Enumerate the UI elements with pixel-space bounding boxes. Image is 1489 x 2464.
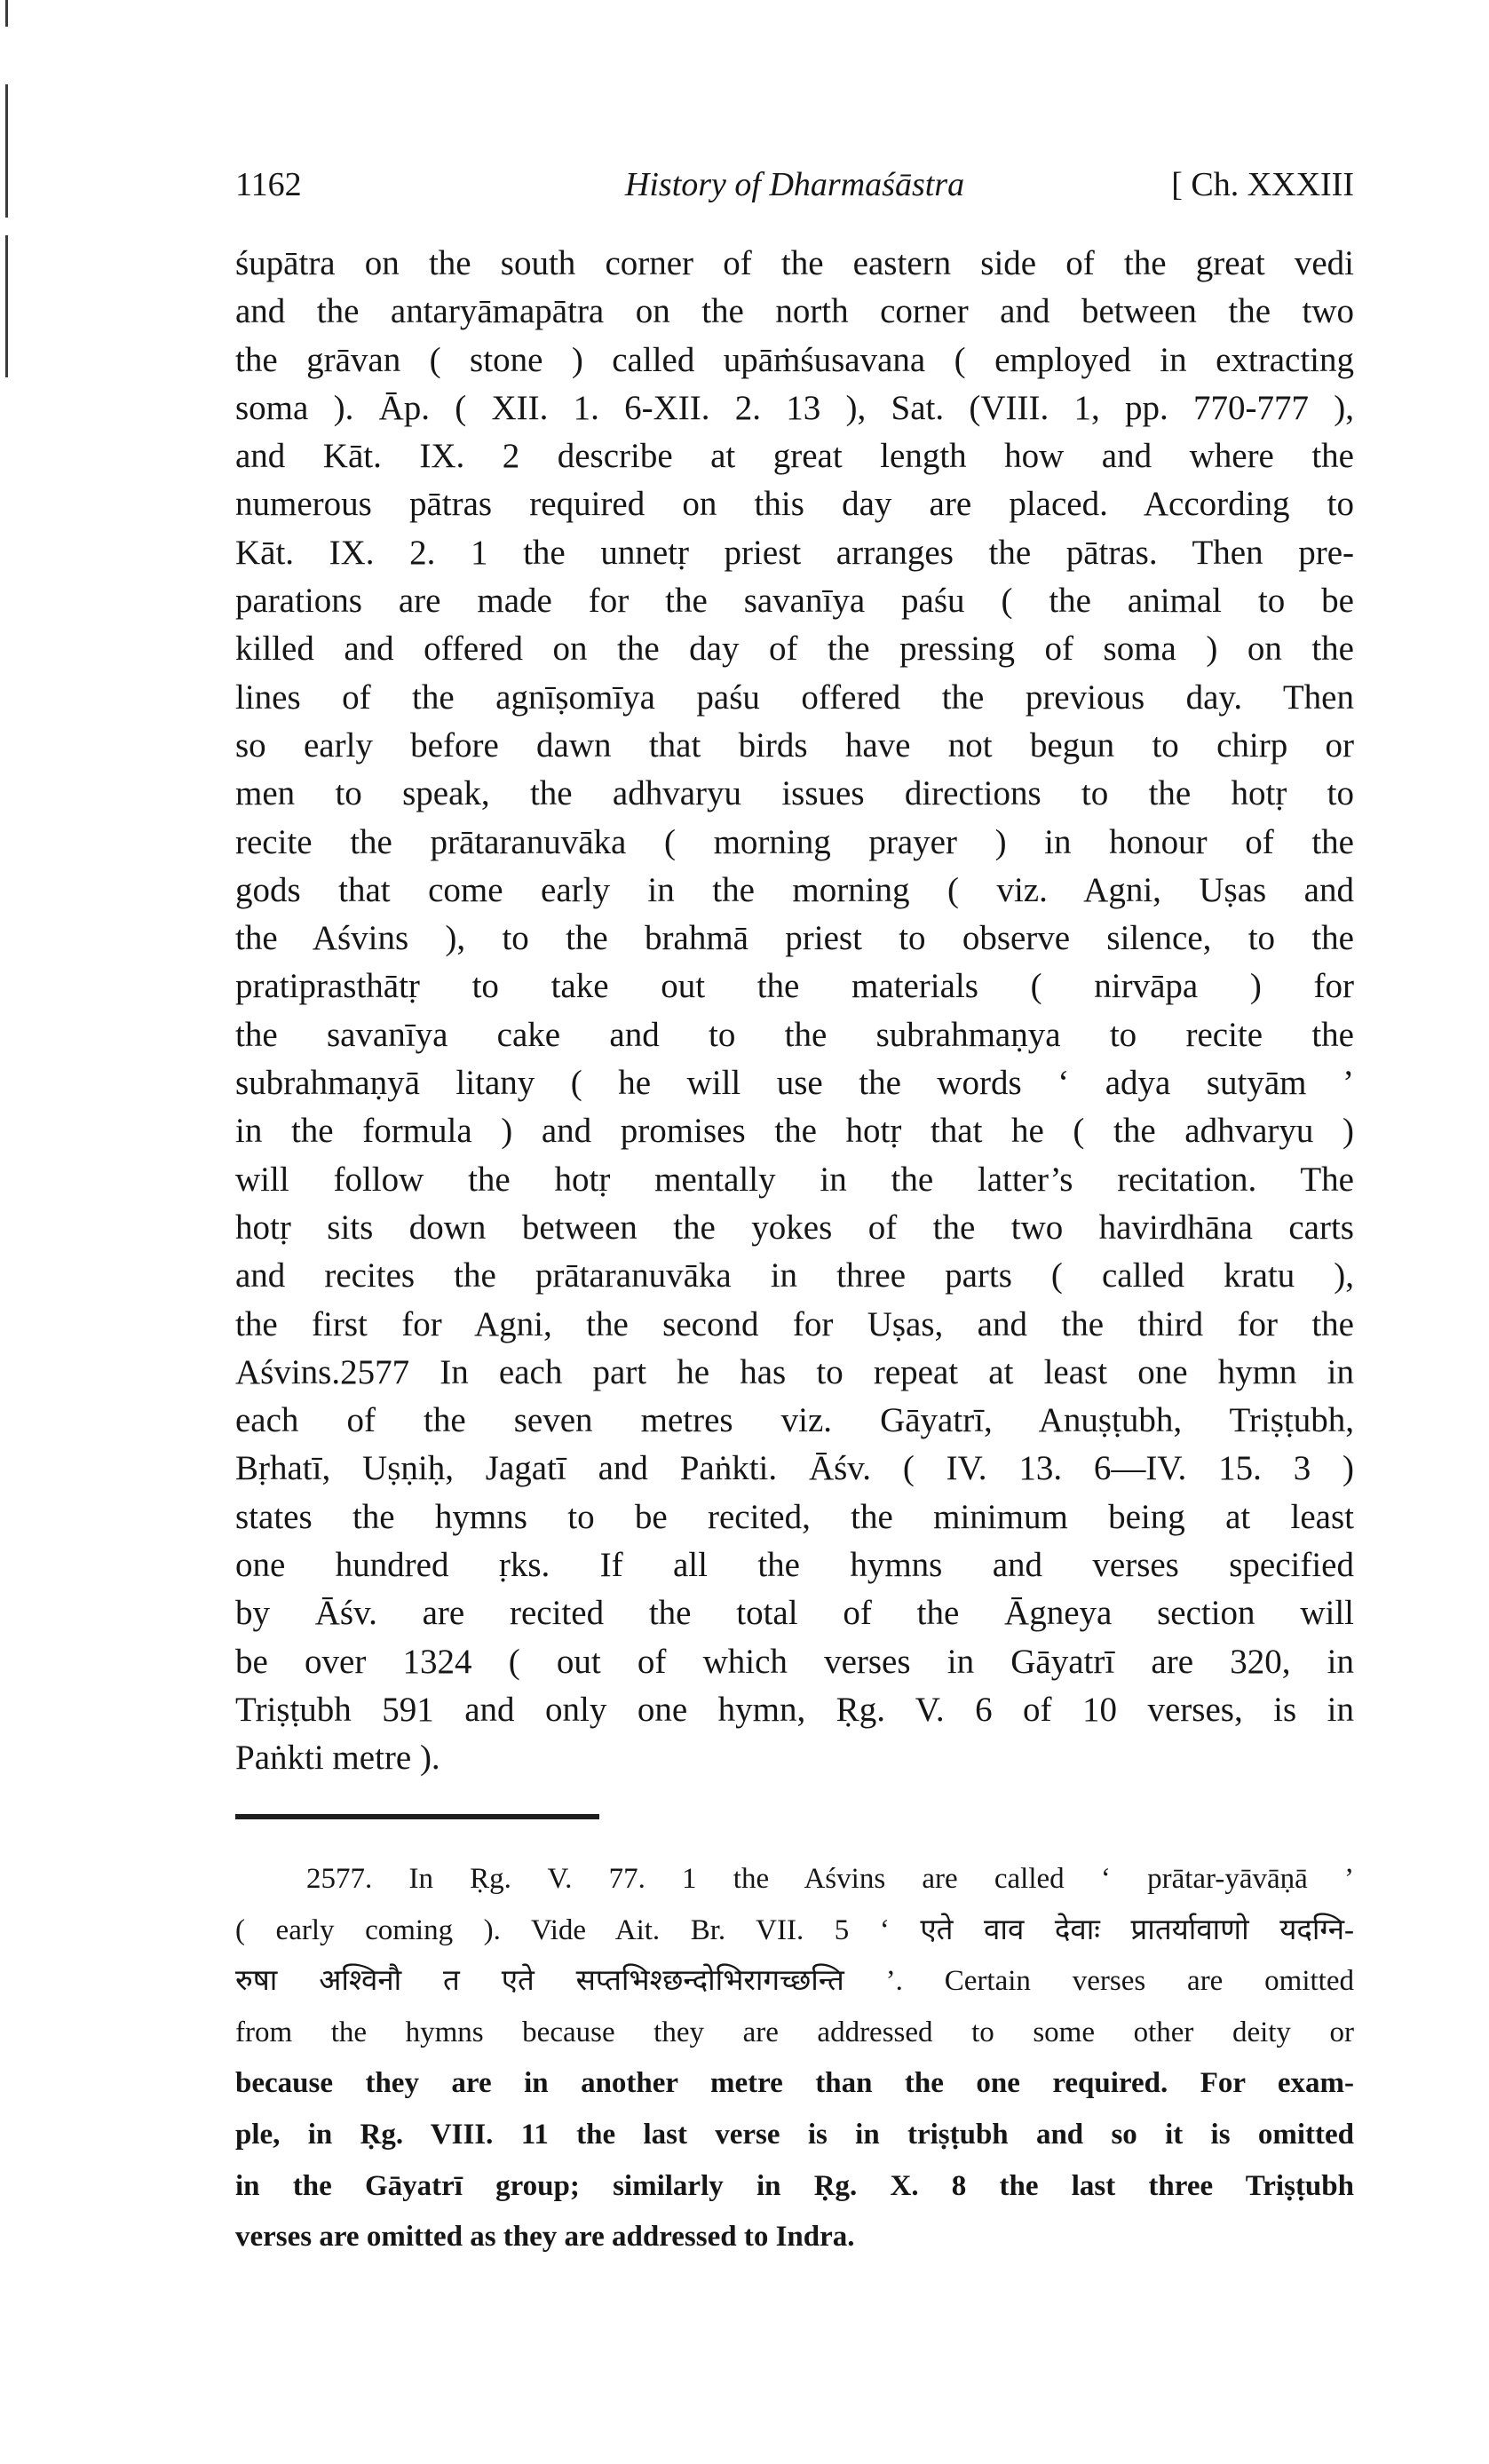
footnote-line: from the hymns because they are addressed to some other deity or: [235, 2016, 1354, 2048]
text-line: Kāt. IX. 2. 1 the unnetṛ priest arranges the pātras. Then pre-: [235, 533, 1354, 572]
text-line: states the hymns to be recited, the minimum being at least: [235, 1497, 1354, 1536]
footnote-line: रुषा अश्विनौ त एते सप्तभिश्छन्दोभिरागच्छन्ति ’. Certain verses are omitted: [235, 1965, 1354, 1998]
footnote-line: ple, in Ṛg. VIII. 11 the last verse is in triṣṭubh and so it is omitted: [235, 2118, 1354, 2151]
text-line: be over 1324 ( out of which verses in Gāyatrī are 320, in: [235, 1642, 1354, 1681]
text-line: Bṛhatī, Uṣṇiḥ, Jagatī and Paṅkti. Āśv. ( IV. 13. 6—IV. 15. 3 ): [235, 1449, 1354, 1488]
footnote-2577: [235, 1854, 1354, 2263]
page-number: 1162: [235, 166, 302, 203]
footnote-line: verses are omitted as they are addressed to Indra.: [235, 2221, 855, 2254]
footnote-line: because they are in another metre than the one required. For exam-: [235, 2067, 1354, 2100]
text-line: pratiprasthātṛ to take out the materials ( nirvāpa ) for: [235, 967, 1354, 1006]
text-line: so early before dawn that birds have not begun to chirp or: [235, 725, 1354, 765]
text-line: recite the prātaranuvāka ( morning prayer ) in honour of the: [235, 822, 1354, 861]
text-line: men to speak, the adhvaryu issues directions to the hotṛ to: [235, 774, 1354, 813]
text-line: the first for Agni, the second for Uṣas, and the third for the: [235, 1304, 1354, 1343]
text-line: the savanīya cake and to the subrahmaṇya to recite the: [235, 1015, 1354, 1054]
text-line: soma ). Āp. ( XII. 1. 6-XII. 2. 13 ), Sat. (VIII. 1, pp. 770-777 ),: [235, 388, 1354, 427]
text-line: one hundred ṛks. If all the hymns and verses specified: [235, 1546, 1354, 1585]
text-line: and Kāt. IX. 2 describe at great length how and where the: [235, 437, 1354, 476]
chapter-label: [ Ch. XXXIII: [1171, 166, 1354, 203]
text-line: hotṛ sits down between the yokes of the two havirdhāna carts: [235, 1208, 1354, 1247]
footnote-line: 2577. In Ṛg. V. 77. 1 the Aśvins are called ‘ prātar-yāvāṇā ’: [306, 1863, 1354, 1895]
running-title: History of Dharmaśāstra: [624, 166, 965, 203]
main-text: [235, 240, 1354, 1783]
footnote-rule: [235, 1814, 599, 1819]
text-line: Triṣṭubh 591 and only one hymn, Ṛg. V. 6 of 10 verses, is in: [235, 1690, 1354, 1729]
text-line: Paṅkti metre ).: [235, 1739, 440, 1778]
text-line: the grāvan ( stone ) called upāṁśusavana ( employed in extracting: [235, 340, 1354, 379]
text-line: Aśvins.2577 In each part he has to repeat at least one hymn in: [235, 1352, 1354, 1391]
footnote-line: ( early coming ). Vide Ait. Br. VII. 5 ‘ एते वाव देवाः प्रातर्यावाणो यदग्नि-: [235, 1913, 1354, 1946]
text-line: gods that come early in the morning ( viz. Agni, Uṣas and: [235, 870, 1354, 909]
scan-edge-line: [5, 0, 8, 27]
text-line: killed and offered on the day of the pressing of soma ) on the: [235, 630, 1354, 669]
footnote-line: in the Gāyatrī group; similarly in Ṛg. X. 8 the last three Triṣṭubh: [235, 2169, 1354, 2202]
running-header: [235, 158, 1354, 211]
text-line: subrahmaṇyā litany ( he will use the words ‘ adya sutyām ’: [235, 1064, 1354, 1103]
text-line: the Aśvins ), to the brahmā priest to observe silence, to the: [235, 919, 1354, 958]
text-line: each of the seven metres viz. Gāyatrī, Anuṣṭubh, Triṣṭubh,: [235, 1401, 1354, 1440]
text-line: lines of the agnīṣomīya paśu offered the previous day. Then: [235, 677, 1354, 717]
scan-edge-line: [5, 235, 8, 377]
text-line: śupātra on the south corner of the eastern side of the great vedi: [235, 244, 1354, 282]
scan-edge-line: [5, 84, 8, 218]
text-line: by Āśv. are recited the total of the Āgneya section will: [235, 1594, 1354, 1633]
text-line: will follow the hotṛ mentally in the latter’s recitation. The: [235, 1160, 1354, 1199]
text-line: parations are made for the savanīya paśu ( the animal to be: [235, 582, 1354, 621]
text-line: in the formula ) and promises the hotṛ that he ( the adhvaryu ): [235, 1112, 1354, 1151]
text-line: numerous pātras required on this day are placed. According to: [235, 485, 1354, 524]
text-line: and recites the prātaranuvāka in three parts ( called kratu ),: [235, 1256, 1354, 1295]
text-line: and the antaryāmapātra on the north corner and between the two: [235, 292, 1354, 331]
